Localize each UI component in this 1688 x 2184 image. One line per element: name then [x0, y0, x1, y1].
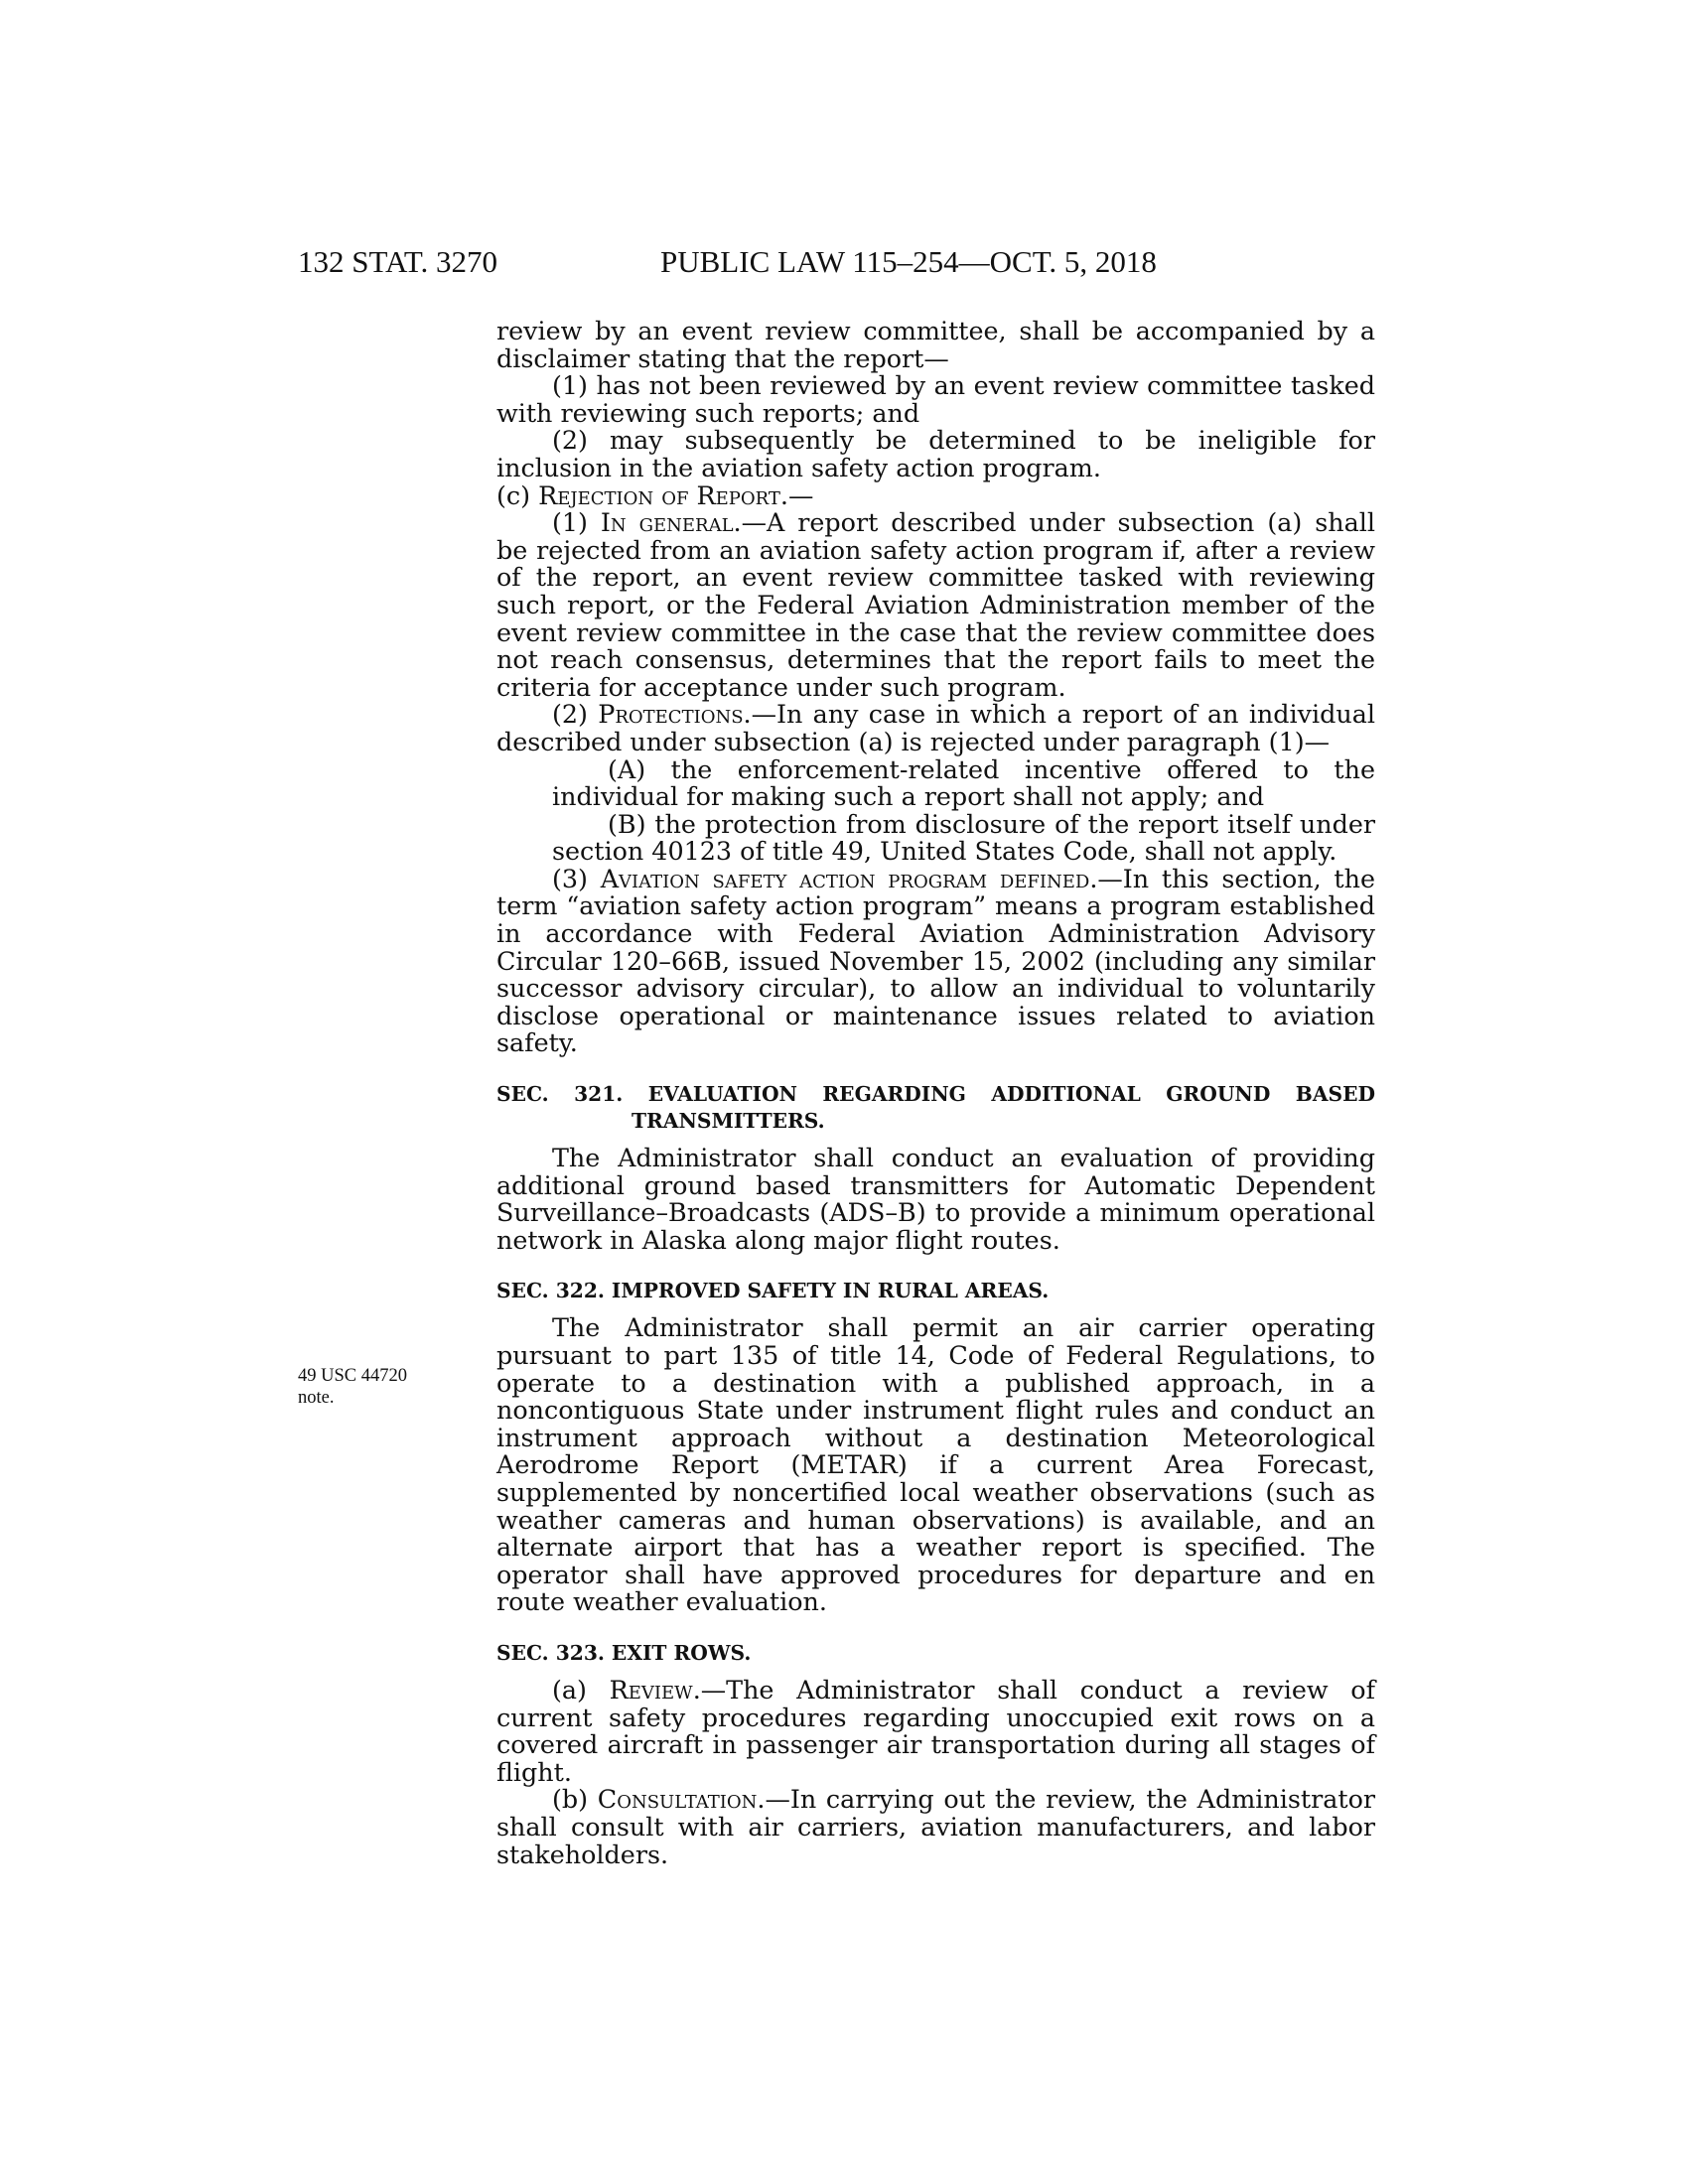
paragraph: [496, 1674, 1375, 1787]
paragraph: [496, 1786, 1375, 1868]
paragraph: [496, 509, 1375, 701]
subparagraph: [496, 808, 1375, 867]
para-text: .—In carrying out the review, the Administrator shall consult with air carriers, aviation manufacturers, and labor stakeholders.: [496, 1784, 1375, 1869]
para-text: .—The Administrator shall conduct a review of current safety procedures regarding unoccupied exit rows on a covered aircraft in passenger air transportation during all stages of flight.: [496, 1674, 1375, 1787]
paragraph: [496, 863, 1375, 1058]
paragraph: (2) may subsequently be determined to be ineligible for inclusion in the aviation safety action program.: [496, 425, 1375, 482]
section-heading: SEC. 322. IMPROVED SAFETY IN RURAL AREAS.: [496, 1279, 1050, 1303]
section-heading: SEC. 323. EXIT ROWS.: [496, 1640, 752, 1665]
para-text: .—In any case in which a report of an individual described under subsection (a) is rejected under paragraph (1)—: [496, 699, 1375, 756]
subparagraph-text: (A) the enforcement-related incentive offered to the individual for making such a report shall not apply; and: [552, 753, 1375, 812]
subparagraph-text: (B) the protection from disclosure of the report itself under section 40123 of title 49, United States Code, shall not apply.: [552, 808, 1375, 867]
para-number: (a): [552, 1674, 610, 1705]
paragraph: [496, 701, 1375, 755]
margin-note-line: 49 USC 44720: [298, 1366, 407, 1386]
para-title: Aviation safety action program defined: [600, 863, 1090, 893]
subsection-label: (c): [496, 479, 539, 510]
paragraph: review by an event review committee, shall be accompanied by a disclaimer stating that the report—: [496, 316, 1375, 373]
subparagraph: [496, 753, 1375, 812]
para-title: Consultation: [597, 1784, 758, 1815]
para-text: .—A report described under subsection (a) shall be rejected from an aviation safety action program if, after a review of the report, an event review committee tasked with reviewing such report, or the Federal Aviation Administration member of the event review committee in the case that the review committee does not reach consensus, determines that the report fails to meet the criteria for acceptance under such program.: [496, 507, 1375, 702]
subsection-heading: [496, 479, 1375, 510]
para-number: (2): [552, 699, 599, 730]
paragraph: The Administrator shall permit an air carrier operating pursuant to part 135 of title 14, Code of Federal Regulations, to operate to a destination with a published approach, in a noncontiguous State under instrument flight rules and conduct an instrument approach without a destination Meteorological Aerodrome Report (METAR) if a current Area Forecast, supplemented by noncertified local weather observations (such as weather cameras and human observations) is available, and an alternate airport that has a weather report is specified. The operator shall have approved procedures for departure and en route weather evaluation.: [496, 1312, 1375, 1617]
paragraph: (1) has not been reviewed by an event review committee tasked with reviewing such reports; and: [496, 370, 1375, 428]
paragraph: The Administrator shall conduct an evaluation of providing additional ground based transmitters for Automatic Dependent Surveillance–Broadcasts (ADS–B) to provide a minimum operational network in Alaska along major flight routes.: [496, 1143, 1375, 1255]
para-number: (b): [552, 1784, 598, 1815]
para-title: Review: [609, 1674, 693, 1705]
para-number: (1): [552, 507, 601, 538]
statute-reference: 132 STAT. 3270: [298, 244, 498, 279]
subsection-title: Rejection of Report: [538, 479, 780, 510]
document-body: [496, 318, 1375, 1868]
running-title: PUBLIC LAW 115–254—OCT. 5, 2018: [660, 244, 1157, 279]
dash: .—: [779, 479, 814, 510]
para-title: In general: [600, 507, 734, 538]
para-text: .—In this section, the term “aviation safety action program” means a program established in accordance with Federal Aviation Administration Advisory Circular 120–66B, issued November 15, 2002 (including any similar successor advisory circular), to allow an individual to voluntarily disclose operational or maintenance issues related to aviation safety.: [496, 863, 1375, 1058]
para-number: (3): [552, 863, 601, 893]
section-heading: SEC. 321. EVALUATION REGARDING ADDITIONAL GROUND BASED TRANSMITTERS.: [496, 1082, 1375, 1134]
margin-note: [298, 1365, 447, 1409]
margin-note-line: note.: [298, 1388, 335, 1408]
para-title: Protections: [598, 699, 744, 730]
page-header: [298, 244, 1370, 290]
